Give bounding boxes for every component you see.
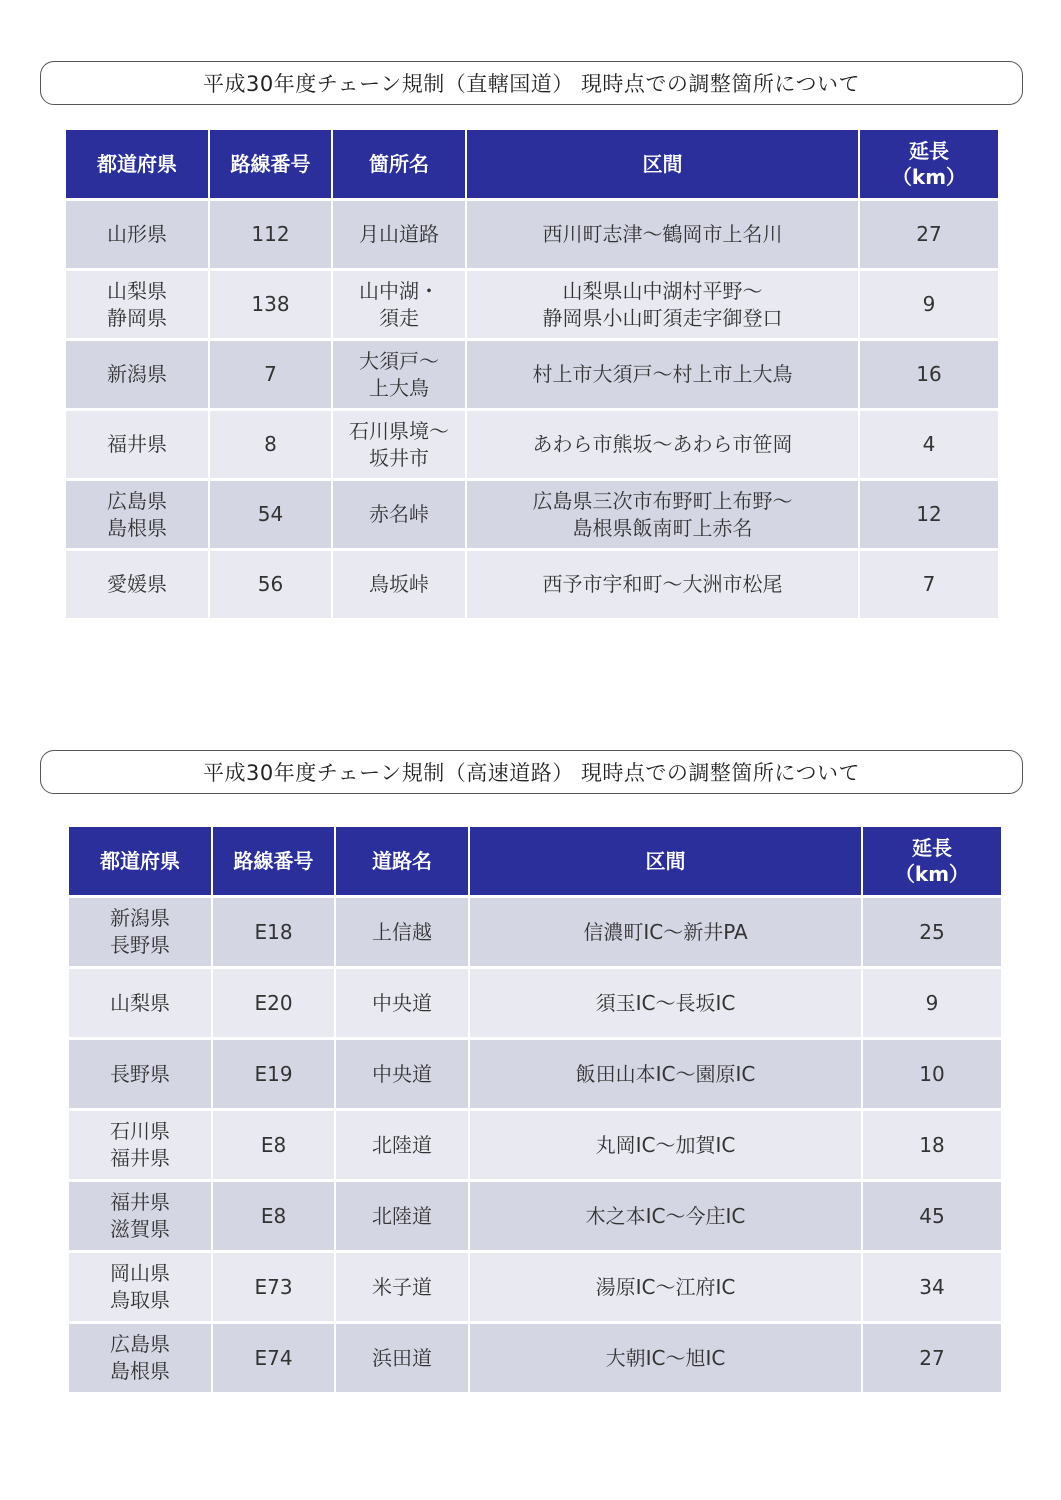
table-row [66,410,998,480]
cell-road-name: 米子道 [335,1252,469,1323]
cell-route-number: E18 [212,897,335,968]
header-route-number: 路線番号 [209,130,332,200]
cell-road-name: 上信越 [335,897,469,968]
cell-place-name: 赤名峠 [332,480,466,550]
cell-prefecture: 山梨県 [69,968,212,1039]
table-row [66,550,998,619]
cell-section: 広島県三次市布野町上布野～ 島根県飯南町上赤名 [466,480,859,550]
header-route-number: 路線番号 [212,827,335,897]
cell-prefecture: 広島県 島根県 [66,480,209,550]
header-prefecture: 都道府県 [66,130,209,200]
cell-section: 木之本IC～今庄IC [469,1181,862,1252]
cell-section: 丸岡IC～加賀IC [469,1110,862,1181]
cell-length: 45 [862,1181,1001,1252]
national-road-title: 平成30年度チェーン規制（直轄国道） 現時点での調整箇所について [40,61,1023,105]
cell-length: 18 [862,1110,1001,1181]
cell-route-number: E20 [212,968,335,1039]
cell-length: 9 [859,270,998,340]
cell-length: 34 [862,1252,1001,1323]
cell-place-name: 山中湖・ 須走 [332,270,466,340]
cell-road-name: 北陸道 [335,1181,469,1252]
cell-prefecture: 広島県 島根県 [69,1323,212,1393]
cell-length: 16 [859,340,998,410]
cell-section: 須玉IC～長坂IC [469,968,862,1039]
cell-section: 飯田山本IC～園原IC [469,1039,862,1110]
table-row [69,1252,1001,1323]
cell-length: 9 [862,968,1001,1039]
cell-place-name: 鳥坂峠 [332,550,466,619]
table-row [66,270,998,340]
expressway-table [69,827,1001,1392]
header-length: 延長 （km） [859,130,998,200]
cell-route-number: E8 [212,1181,335,1252]
table-row [66,200,998,270]
cell-prefecture: 山形県 [66,200,209,270]
cell-route-number: E8 [212,1110,335,1181]
header-section: 区間 [466,130,859,200]
cell-prefecture: 新潟県 長野県 [69,897,212,968]
national-road-table [66,130,998,618]
table-row [69,1323,1001,1393]
cell-prefecture: 山梨県 静岡県 [66,270,209,340]
cell-prefecture: 福井県 滋賀県 [69,1181,212,1252]
header-section: 区間 [469,827,862,897]
cell-route-number: E73 [212,1252,335,1323]
cell-route-number: 8 [209,410,332,480]
cell-place-name: 大須戸～ 上大鳥 [332,340,466,410]
cell-length: 10 [862,1039,1001,1110]
cell-route-number: 138 [209,270,332,340]
table-row [69,1181,1001,1252]
cell-place-name: 月山道路 [332,200,466,270]
cell-road-name: 中央道 [335,968,469,1039]
header-place-name: 箇所名 [332,130,466,200]
cell-route-number: 56 [209,550,332,619]
cell-length: 12 [859,480,998,550]
cell-prefecture: 愛媛県 [66,550,209,619]
table-row [69,968,1001,1039]
cell-section: 信濃町IC～新井PA [469,897,862,968]
cell-road-name: 中央道 [335,1039,469,1110]
table-row [69,1039,1001,1110]
cell-prefecture: 福井県 [66,410,209,480]
table-header-row [69,827,1001,897]
cell-prefecture: 長野県 [69,1039,212,1110]
table-row [69,1110,1001,1181]
cell-section: 西予市宇和町～大洲市松尾 [466,550,859,619]
expressway-title: 平成30年度チェーン規制（高速道路） 現時点での調整箇所について [40,750,1023,794]
cell-road-name: 浜田道 [335,1323,469,1393]
cell-length: 4 [859,410,998,480]
cell-section: 村上市大須戸～村上市上大鳥 [466,340,859,410]
cell-section: 西川町志津～鶴岡市上名川 [466,200,859,270]
cell-route-number: E19 [212,1039,335,1110]
header-road-name: 道路名 [335,827,469,897]
cell-route-number: 112 [209,200,332,270]
table-row [69,897,1001,968]
cell-length: 7 [859,550,998,619]
header-length: 延長 （km） [862,827,1001,897]
cell-length: 27 [862,1323,1001,1393]
cell-prefecture: 岡山県 鳥取県 [69,1252,212,1323]
cell-prefecture: 新潟県 [66,340,209,410]
cell-route-number: 54 [209,480,332,550]
cell-place-name: 石川県境～ 坂井市 [332,410,466,480]
table-header-row [66,130,998,200]
cell-road-name: 北陸道 [335,1110,469,1181]
cell-route-number: E74 [212,1323,335,1393]
cell-section: 山梨県山中湖村平野～ 静岡県小山町須走字御登口 [466,270,859,340]
cell-length: 27 [859,200,998,270]
cell-section: 大朝IC～旭IC [469,1323,862,1393]
cell-route-number: 7 [209,340,332,410]
header-prefecture: 都道府県 [69,827,212,897]
cell-prefecture: 石川県 福井県 [69,1110,212,1181]
cell-section: あわら市熊坂～あわら市笹岡 [466,410,859,480]
cell-length: 25 [862,897,1001,968]
table-row [66,480,998,550]
cell-section: 湯原IC～江府IC [469,1252,862,1323]
table-row [66,340,998,410]
